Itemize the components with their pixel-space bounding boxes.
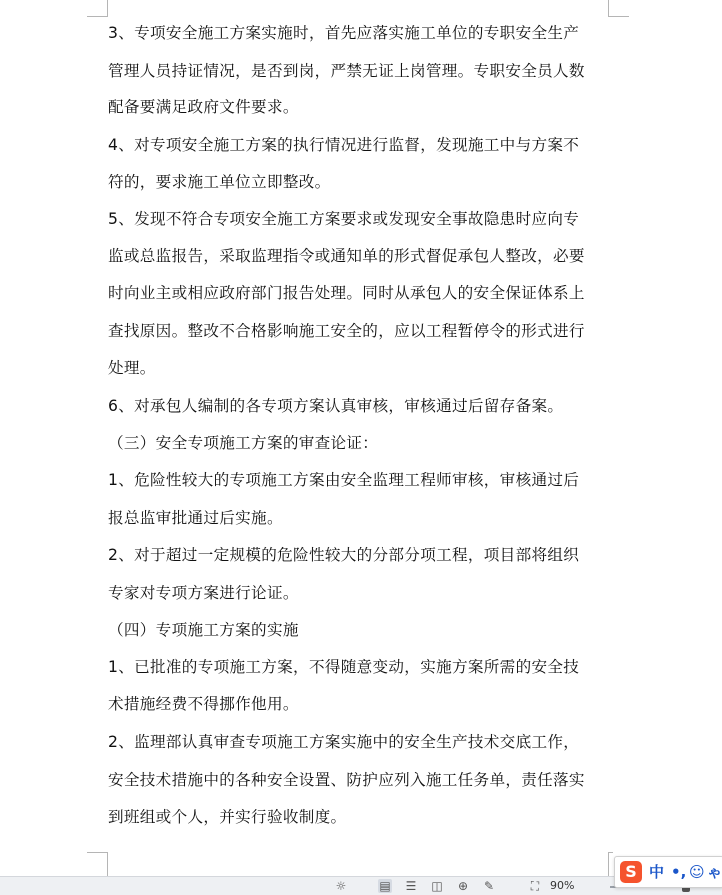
- text-line[interactable]: 术措施经费不得挪作他用。: [108, 695, 299, 713]
- ime-toolbar[interactable]: [614, 856, 722, 888]
- text-line[interactable]: 安全技术措施中的各种安全设置、防护应列入施工任务单，责任落实: [108, 771, 585, 789]
- text-line[interactable]: 3、专项安全施工方案实施时，首先应落实施工单位的专职安全生产: [108, 24, 580, 42]
- text-line[interactable]: 管理人员持证情况，是否到岗，严禁无证上岗管理。专职安全员人数: [108, 62, 585, 80]
- text-line[interactable]: 1、危险性较大的专项施工方案由安全监理工程师审核，审核通过后: [108, 471, 580, 489]
- text-line[interactable]: 配备要满足政府文件要求。: [108, 98, 299, 116]
- text-line[interactable]: 符的，要求施工单位立即整改。: [108, 173, 331, 191]
- margin-corner-bottom-right: [608, 852, 613, 877]
- margin-corner-top-right: [608, 0, 629, 17]
- ime-extra-icon[interactable]: ゃ: [707, 863, 722, 881]
- section-heading[interactable]: （三）安全专项施工方案的审查论证：: [108, 434, 379, 452]
- punctuation-toggle[interactable]: •,: [671, 863, 687, 881]
- web-view-icon[interactable]: ⊕: [457, 879, 469, 893]
- text-line[interactable]: 查找原因。整改不合格影响施工安全的，应以工程暂停令的形式进行: [108, 322, 585, 340]
- text-line[interactable]: 处理。: [108, 359, 156, 377]
- text-line[interactable]: 时向业主或相应政府部门报告处理。同时从承包人的安全保证体系上: [108, 284, 585, 302]
- text-line[interactable]: 2、对于超过一定规模的危险性较大的分部分项工程，项目部将组织: [108, 546, 580, 564]
- emoji-icon[interactable]: ☺: [689, 863, 705, 881]
- eye-protection-icon[interactable]: ☼: [335, 879, 347, 893]
- margin-corner-bottom-left: [87, 852, 108, 877]
- sogou-logo-icon[interactable]: S: [620, 861, 642, 883]
- reading-view-icon[interactable]: ◫: [431, 879, 443, 893]
- pen-icon[interactable]: ✎: [483, 879, 495, 893]
- fit-page-icon[interactable]: ⛶: [530, 879, 540, 893]
- outline-view-icon[interactable]: ☰: [405, 879, 417, 893]
- text-line[interactable]: 监或总监报告，采取监理指令或通知单的形式督促承包人整改，必要: [108, 247, 585, 265]
- text-line[interactable]: 6、对承包人编制的各专项方案认真审核，审核通过后留存备案。: [108, 397, 564, 415]
- section-heading[interactable]: （四）专项施工方案的实施: [108, 621, 299, 639]
- ime-mode-toggle[interactable]: 中: [649, 863, 665, 881]
- text-line[interactable]: 4、对专项安全施工方案的执行情况进行监督，发现施工中与方案不: [108, 136, 580, 154]
- margin-corner-top-left: [87, 0, 108, 17]
- page-view-icon[interactable]: ▤: [379, 879, 391, 893]
- text-line[interactable]: 报总监审批通过后实施。: [108, 509, 283, 527]
- text-line[interactable]: 到班组或个人，并实行验收制度。: [108, 808, 347, 826]
- text-line[interactable]: 5、发现不符合专项安全施工方案要求或发现安全事故隐患时应向专: [108, 210, 580, 228]
- text-line[interactable]: 2、监理部认真审查专项施工方案实施中的安全生产技术交底工作，: [108, 733, 580, 751]
- text-line[interactable]: 1、已批准的专项施工方案，不得随意变动，实施方案所需的安全技: [108, 658, 580, 676]
- text-line[interactable]: 专家对专项方案进行论证。: [108, 584, 299, 602]
- zoom-level[interactable]: 90%: [550, 879, 575, 892]
